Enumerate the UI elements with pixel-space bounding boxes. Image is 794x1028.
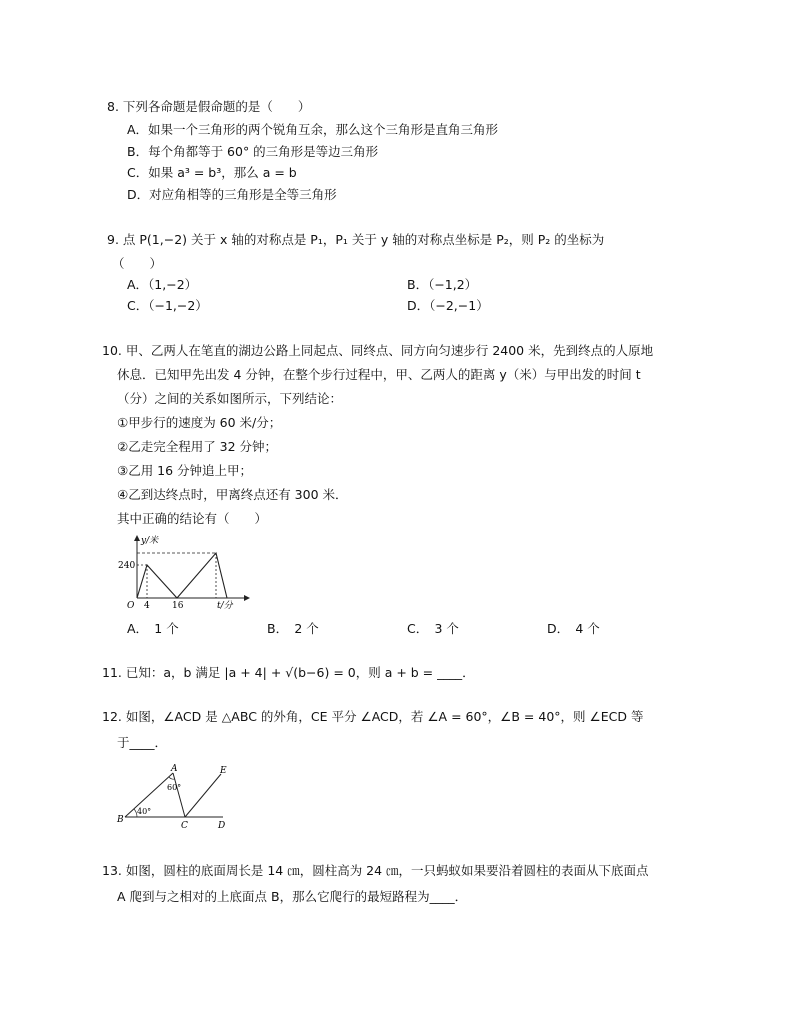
q10-line-1: 10. 甲、乙两人在笔直的湖边公路上同起点、同终点、同方向匀速步行 2400 米，先到终点的人原地	[102, 343, 654, 358]
graph-y-label: y/米	[141, 536, 159, 546]
label-b: B	[117, 815, 124, 825]
label-c: C	[181, 821, 188, 830]
graph-origin: O	[127, 601, 135, 611]
q9-option-c: C．（−1,−2）	[127, 298, 208, 313]
q13-line-2: A 爬到与之相对的上底面点 B，那么它爬行的最短路程为____．	[117, 889, 468, 904]
q9-stem-paren: （ ）	[112, 256, 163, 271]
label-d: D	[218, 821, 226, 830]
ray-ce	[185, 774, 221, 817]
q10-option-b: B． 2 个	[267, 621, 319, 636]
q8-option-c: C．如果 a³ = b³，那么 a = b	[127, 165, 297, 180]
q10-line-4: 其中正确的结论有（ ）	[117, 511, 268, 526]
q12-line-1: 12. 如图，∠ACD 是 △ABC 的外角，CE 平分 ∠ACD，若 ∠A = 60°，∠B = 40°，则 ∠ECD 等	[102, 709, 644, 724]
q10-option-d: D． 4 个	[547, 621, 600, 636]
q10-option-a: A． 1 个	[127, 621, 179, 636]
q9-option-d: D．（−2,−1）	[407, 298, 489, 313]
q12-triangle-figure	[115, 762, 235, 830]
side-ac	[173, 773, 185, 817]
distance-curve	[137, 553, 227, 598]
angle-b-value: 40°	[137, 807, 152, 816]
graph-x-label: t/分	[217, 601, 233, 611]
q8-option-a: A．如果一个三角形的两个锐角互余，那么这个三角形是直角三角形	[127, 122, 499, 137]
q10-statement-2: ②乙走完全程用了 32 分钟；	[117, 439, 278, 454]
q9-option-a: A．（1,−2）	[127, 277, 198, 292]
q10-line-2: 休息．已知甲先出发 4 分钟，在整个步行过程中，甲、乙两人的距离 y（米）与甲出发的时间 t	[117, 367, 641, 382]
angle-a-value: 60°	[167, 783, 182, 792]
q13-line-1: 13. 如图，圆柱的底面周长是 14 ㎝，圆柱高为 24 ㎝，一只蚂蚁如果要沿着圆柱的表面从下底面点	[102, 863, 649, 878]
q10-statement-1: ①甲步行的速度为 60 米/分；	[117, 415, 282, 430]
q8-option-d: D．对应角相等的三角形是全等三角形	[127, 187, 337, 202]
q10-statement-3: ③乙用 16 分钟追上甲；	[117, 463, 253, 478]
graph-tick-4: 4	[144, 601, 150, 611]
label-a: A	[171, 764, 178, 774]
q12-line-2: 于____．	[117, 735, 168, 750]
q10-option-c: C． 3 个	[407, 621, 459, 636]
q8-stem: 8. 下列各命题是假命题的是（ ）	[107, 99, 311, 114]
q10-distance-time-graph	[115, 532, 255, 614]
q9-option-b: B．（−1,2）	[407, 277, 478, 292]
graph-tick-16: 16	[172, 601, 184, 611]
q8-option-b: B．每个角都等于 60° 的三角形是等边三角形	[127, 144, 379, 159]
graph-tick-240: 240	[118, 561, 136, 571]
q9-stem: 9. 点 P(1,−2) 关于 x 轴的对称点是 P₁，P₁ 关于 y 轴的对称点坐标是 P₂，则 P₂ 的坐标为	[107, 232, 605, 247]
q10-statement-4: ④乙到达终点时，甲离终点还有 300 米．	[117, 487, 348, 502]
label-e: E	[220, 766, 227, 776]
q11-text: 11. 已知：a，b 满足 |a + 4| + √(b−6) = 0，则 a + b = ____．	[102, 665, 475, 680]
q10-line-3: （分）之间的关系如图所示，下列结论：	[117, 391, 343, 406]
